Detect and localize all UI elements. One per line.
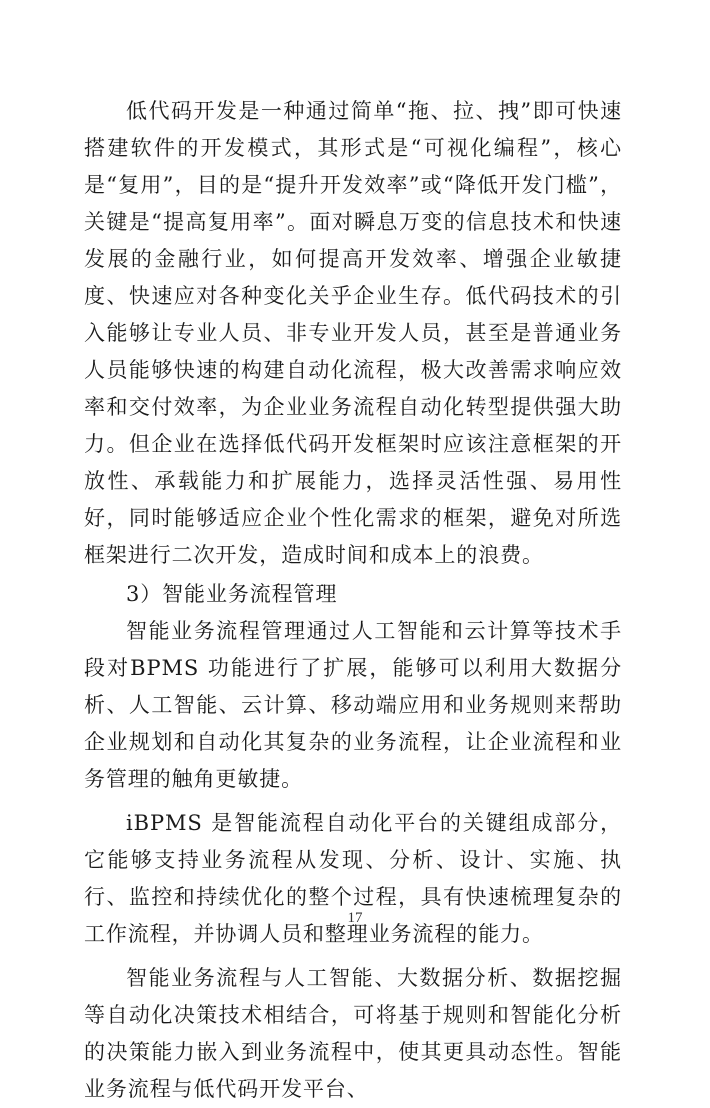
page-body [84, 93, 622, 1108]
page-number: 17 [347, 910, 363, 926]
section-heading: 3）智能业务流程管理 [126, 582, 338, 606]
paragraph-low-code: 低代码开发是一种通过简单“拖、拉、拽”即可快速搭建软件的开发模式，其形式是“可视化编程”，核心是“复用”，目的是“提升开发效率”或“降低开发门槛”，关键是“提高复用率”。面对瞬息万变的信息技术和快速发展的金融行业，如何提高开发效率、增强企业敏捷度、快速应对各种变化关乎企业生存。低代码技术的引入能够让专业人员、非专业开发人员，甚至是普通业务人员能够快速的构建自动化流程，极大改善需求响应效率和交付效率，为企业业务流程自动化转型提供强大助力。但企业在选择低代码开发框架时应该注意框架的开放性、承载能力和扩展能力，选择灵活性强、易用性好，同时能够适应企业个性化需求的框架，避免对所选框架进行二次开发，造成时间和成本上的浪费。 [84, 99, 622, 567]
paragraph-ibpm-intro: 智能业务流程管理通过人工智能和云计算等技术手段对BPMS 功能进行了扩展，能够可以利用大数据分析、人工智能、云计算、移动端应用和业务规则来帮助企业规划和自动化其复杂的业务流程，让企业流程和业务管理的触角更敏捷。 [84, 619, 622, 791]
paragraph-intelligent-process: 智能业务流程与人工智能、大数据分析、数据挖掘等自动化决策技术相结合，可将基于规则和智能化分析的决策能力嵌入到业务流程中，使其更具动态性。智能业务流程与低代码开发平台、 [84, 966, 622, 1101]
paragraph-ibpms: iBPMS 是智能流程自动化平台的关键组成部分，它能够支持业务流程从发现、分析、设计、实施、执行、监控和持续优化的整个过程，具有快速梳理复杂的工作流程，并协调人员和整理业务流程的能力。 [84, 811, 622, 946]
